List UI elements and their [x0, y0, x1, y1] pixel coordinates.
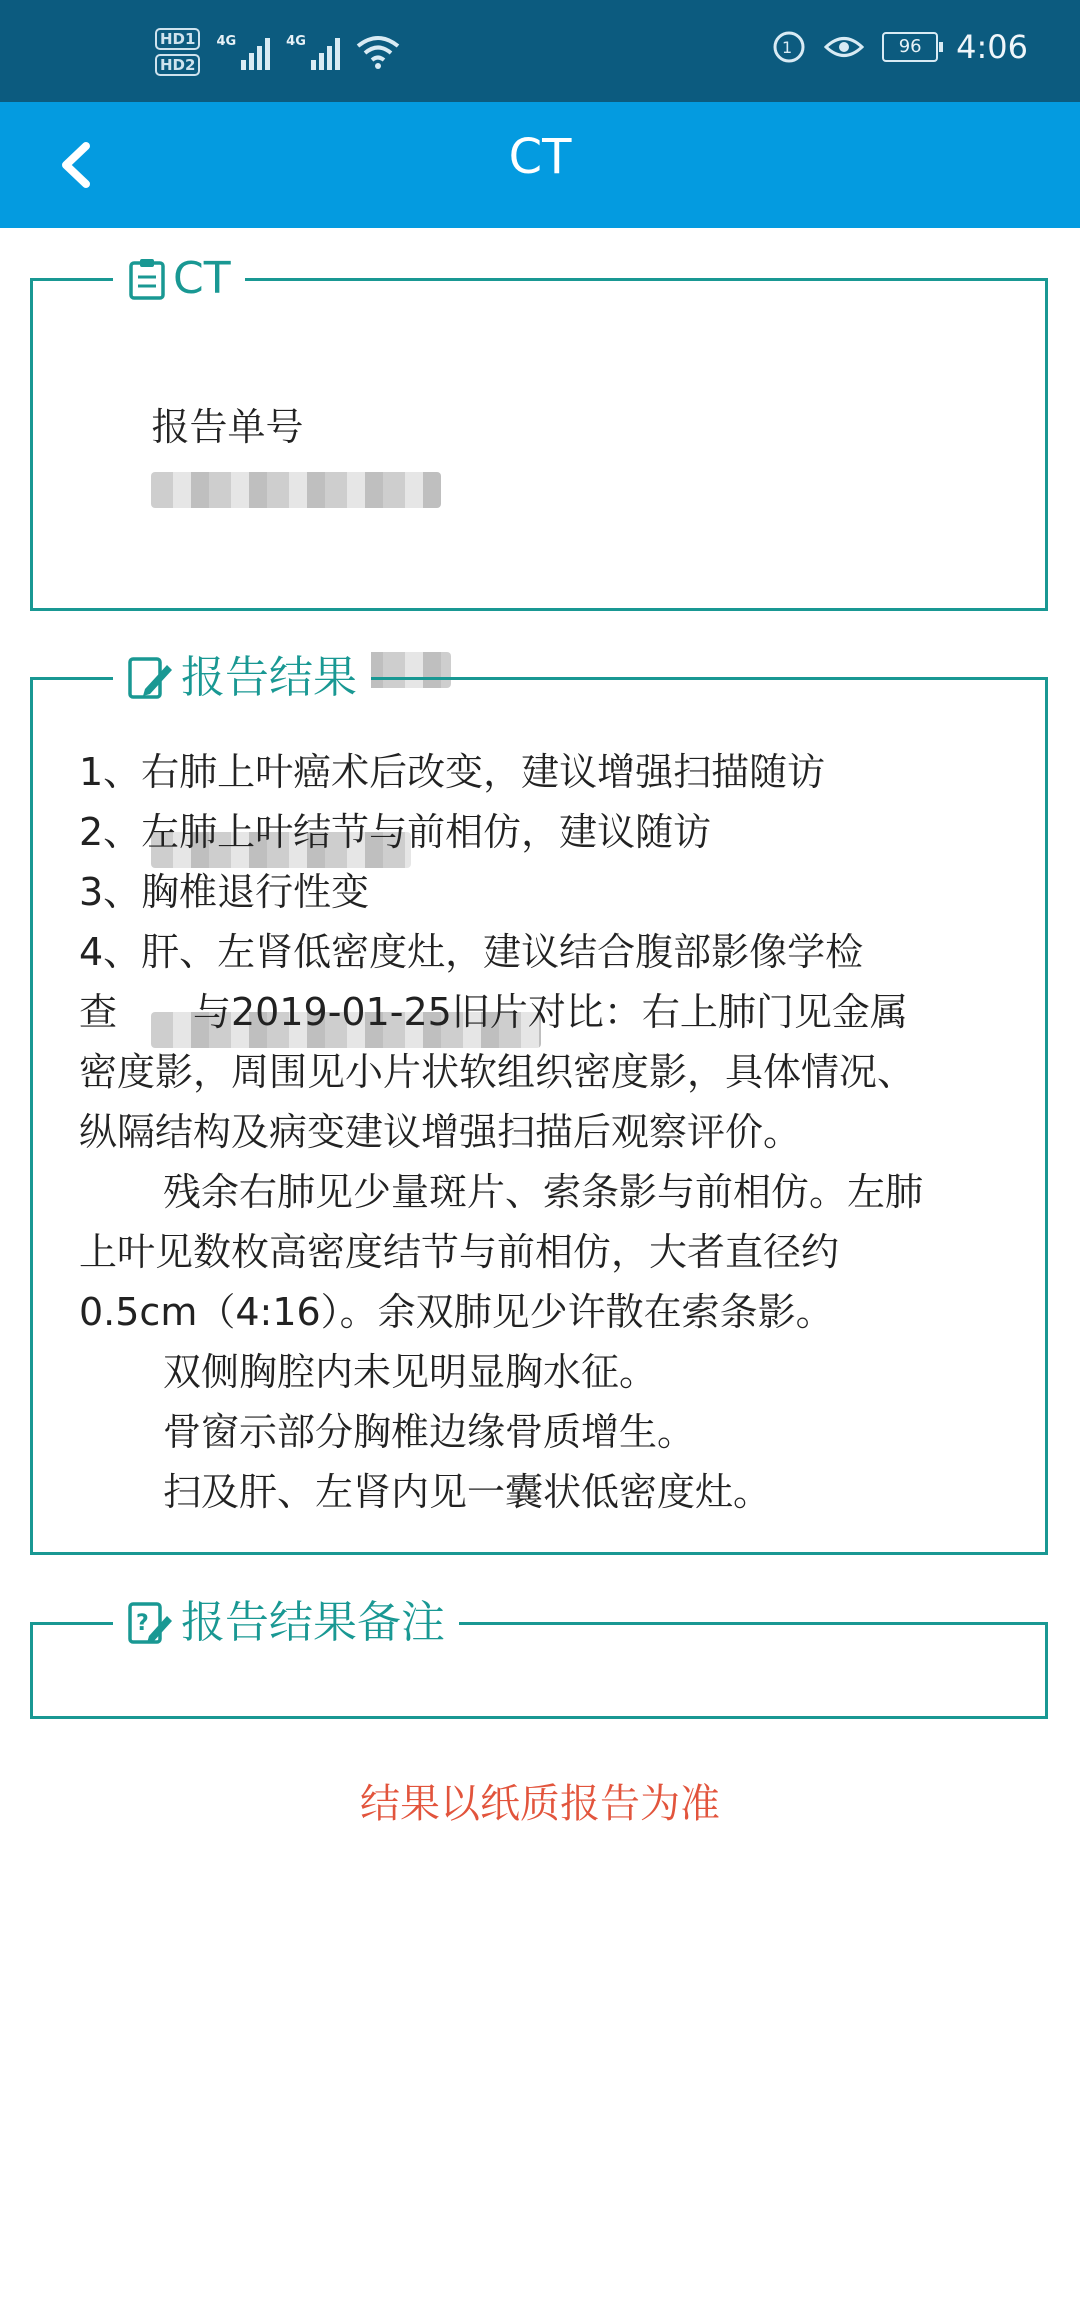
edit-document-icon: [127, 655, 175, 701]
remark-section-header: [113, 1597, 459, 1649]
ct-info-section: [30, 253, 1048, 611]
result-line: 扫及肝、左肾内见一囊状低密度灶。: [163, 1470, 772, 1514]
result-line: 骨窗示部分胸椎边缘骨质增生。: [163, 1410, 696, 1454]
ct-section-title: CT: [173, 253, 231, 304]
hd1-icon: HD1: [155, 28, 200, 50]
redacted-value: [151, 472, 441, 508]
result-line: 2、左肺上叶结节与前相仿，建议随访: [79, 810, 712, 854]
result-body: [79, 742, 1005, 1522]
page-title: CT: [508, 129, 572, 185]
app-bar: [0, 102, 1080, 228]
status-left: [155, 28, 400, 76]
result-line: 密度影，周围见小片状软组织密度影，具体情况、: [79, 1050, 916, 1094]
result-line: 上叶见数枚高密度结节与前相仿，大者直径约: [79, 1230, 840, 1274]
signal-2-icon: 4G: [286, 34, 340, 70]
data-saver-icon: [772, 30, 806, 64]
hd2-icon: HD2: [155, 54, 200, 76]
svg-text:1: 1: [782, 38, 793, 57]
battery-icon: 96: [882, 32, 938, 62]
eye-comfort-icon: [824, 32, 864, 62]
svg-text:?: ?: [136, 1611, 149, 1636]
result-line: 残余右肺见少量斑片、索条影与前相仿。左肺: [163, 1170, 924, 1214]
result-line: 0.5cm（4:16）。余双肺见少许散在索条影。: [79, 1290, 834, 1334]
clock: 4:06: [956, 28, 1028, 66]
clipboard-icon: [127, 257, 167, 301]
result-section-header: [113, 652, 371, 704]
result-line: 查 与2019-01-25旧片对比：右上肺门见金属: [79, 990, 908, 1034]
result-line: 双侧胸腔内未见明显胸水征。: [163, 1350, 658, 1394]
result-line: 4、肝、左肾低密度灶，建议结合腹部影像学检: [79, 930, 864, 974]
report-number-label: 报告单号: [151, 405, 304, 449]
result-section-title: 报告结果: [181, 652, 357, 703]
result-line: 1、右肺上叶癌术后改变，建议增强扫描随访: [79, 750, 826, 794]
report-remark-section: [30, 1597, 1048, 1719]
result-line: 纵隔结构及病变建议增强扫描后观察评价。: [79, 1110, 802, 1154]
status-right: [772, 28, 1028, 66]
status-bar: [0, 0, 1080, 102]
report-number-row: [79, 337, 1005, 577]
ct-section-header: [113, 253, 245, 305]
signal-1-icon: 4G: [216, 34, 270, 70]
remark-section-title: 报告结果备注: [181, 1597, 445, 1648]
paper-report-notice: 结果以纸质报告为准: [360, 1781, 720, 1827]
help-document-icon: [127, 1600, 175, 1646]
hd-indicators: [155, 28, 200, 76]
report-result-section: [30, 652, 1048, 1555]
wifi-icon: [356, 34, 400, 70]
result-line: 3、胸椎退行性变: [79, 870, 370, 914]
